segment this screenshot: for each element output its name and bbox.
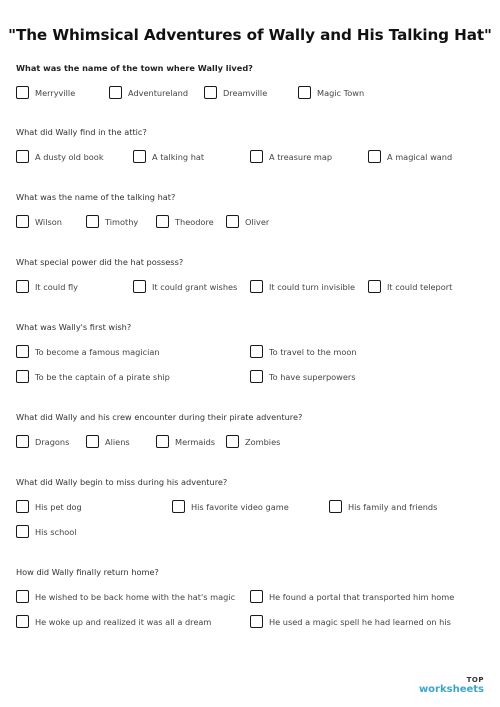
option-label: His school bbox=[35, 526, 77, 537]
checkbox-icon[interactable] bbox=[368, 280, 381, 293]
question-7: What did Wally begin to miss during his adventure? bbox=[16, 477, 228, 487]
checkbox-icon[interactable] bbox=[16, 370, 29, 383]
checkbox-icon[interactable] bbox=[16, 215, 29, 228]
question-5: What was Wally's first wish? bbox=[16, 322, 132, 332]
option-label: Oliver bbox=[245, 216, 270, 227]
logo-bottom-text: worksheets bbox=[418, 684, 484, 695]
option-checkbox[interactable] bbox=[250, 590, 454, 603]
checkbox-icon[interactable] bbox=[16, 150, 29, 163]
checkbox-icon[interactable] bbox=[250, 590, 263, 603]
checkbox-icon[interactable] bbox=[16, 280, 29, 293]
question-2: What did Wally find in the attic? bbox=[16, 127, 147, 137]
option-label: It could turn invisible bbox=[269, 281, 356, 292]
option-checkbox[interactable] bbox=[16, 525, 77, 538]
checkbox-icon[interactable] bbox=[250, 150, 263, 163]
option-label: It could fly bbox=[35, 281, 79, 292]
question-6: What did Wally and his crew encounter during their pirate adventure? bbox=[16, 412, 303, 422]
option-label: He used a magic spell he had learned on his bbox=[269, 616, 451, 627]
option-checkbox[interactable] bbox=[133, 150, 204, 163]
checkbox-icon[interactable] bbox=[16, 590, 29, 603]
option-label: Mermaids bbox=[175, 436, 216, 447]
checkbox-icon[interactable] bbox=[16, 525, 29, 538]
checkbox-icon[interactable] bbox=[204, 86, 217, 99]
option-checkbox[interactable] bbox=[172, 500, 289, 513]
option-checkbox[interactable] bbox=[16, 280, 78, 293]
checkbox-icon[interactable] bbox=[16, 500, 29, 513]
option-checkbox[interactable] bbox=[368, 280, 452, 293]
checkbox-icon[interactable] bbox=[226, 435, 239, 448]
checkbox-icon[interactable] bbox=[250, 280, 263, 293]
question-1: What was the name of the town where Wally lived? bbox=[16, 63, 253, 73]
checkbox-icon[interactable] bbox=[329, 500, 342, 513]
checkbox-icon[interactable] bbox=[156, 435, 169, 448]
checkbox-icon[interactable] bbox=[368, 150, 381, 163]
logo-top-text: TOP bbox=[466, 676, 484, 684]
checkbox-icon[interactable] bbox=[226, 215, 239, 228]
option-checkbox[interactable] bbox=[16, 86, 75, 99]
option-label: It could teleport bbox=[387, 281, 453, 292]
checkbox-icon[interactable] bbox=[133, 150, 146, 163]
option-label: To travel to the moon bbox=[269, 346, 357, 357]
option-label: His pet dog bbox=[35, 501, 82, 512]
checkbox-icon[interactable] bbox=[16, 615, 29, 628]
option-checkbox[interactable] bbox=[368, 150, 452, 163]
option-label: It could grant wishes bbox=[152, 281, 238, 292]
option-label: Merryville bbox=[35, 87, 76, 98]
option-label: He woke up and realized it was all a dream bbox=[35, 616, 212, 627]
checkbox-icon[interactable] bbox=[250, 370, 263, 383]
option-label: His favorite video game bbox=[191, 501, 289, 512]
option-label: Dreamville bbox=[223, 87, 268, 98]
option-checkbox[interactable] bbox=[250, 615, 451, 628]
checkbox-icon[interactable] bbox=[86, 435, 99, 448]
question-3: What was the name of the talking hat? bbox=[16, 192, 176, 202]
option-label: Zombies bbox=[245, 436, 281, 447]
option-label: To have superpowers bbox=[269, 371, 356, 382]
option-checkbox[interactable] bbox=[250, 150, 332, 163]
option-label: Timothy bbox=[105, 216, 139, 227]
option-checkbox[interactable] bbox=[16, 435, 69, 448]
option-checkbox[interactable] bbox=[16, 590, 235, 603]
option-checkbox[interactable] bbox=[109, 86, 188, 99]
checkbox-icon[interactable] bbox=[250, 345, 263, 358]
option-label: His family and friends bbox=[348, 501, 438, 512]
worksheet-title: "The Whimsical Adventures of Wally and His Talking Hat" bbox=[8, 26, 492, 44]
question-8: How did Wally finally return home? bbox=[16, 567, 159, 577]
topworksheets-logo bbox=[419, 677, 484, 695]
option-checkbox[interactable] bbox=[16, 500, 82, 513]
option-label: Dragons bbox=[35, 436, 70, 447]
question-4: What special power did the hat possess? bbox=[16, 257, 184, 267]
option-checkbox[interactable] bbox=[156, 215, 214, 228]
option-checkbox[interactable] bbox=[16, 215, 62, 228]
option-label: Aliens bbox=[105, 436, 130, 447]
checkbox-icon[interactable] bbox=[16, 86, 29, 99]
checkbox-icon[interactable] bbox=[250, 615, 263, 628]
option-checkbox[interactable] bbox=[16, 615, 211, 628]
checkbox-icon[interactable] bbox=[156, 215, 169, 228]
option-label: Magic Town bbox=[317, 87, 365, 98]
option-label: A talking hat bbox=[152, 151, 205, 162]
option-checkbox[interactable] bbox=[16, 345, 160, 358]
option-checkbox[interactable] bbox=[133, 280, 237, 293]
checkbox-icon[interactable] bbox=[298, 86, 311, 99]
option-label: He found a portal that transported him home bbox=[269, 591, 455, 602]
option-checkbox[interactable] bbox=[86, 215, 138, 228]
option-checkbox[interactable] bbox=[250, 370, 356, 383]
option-label: A treasure map bbox=[269, 151, 333, 162]
option-checkbox[interactable] bbox=[16, 150, 104, 163]
option-checkbox[interactable] bbox=[86, 435, 130, 448]
checkbox-icon[interactable] bbox=[16, 435, 29, 448]
option-label: He wished to be back home with the hat's magic bbox=[35, 591, 236, 602]
option-label: Adventureland bbox=[128, 87, 189, 98]
option-checkbox[interactable] bbox=[250, 280, 355, 293]
option-label: A dusty old book bbox=[35, 151, 104, 162]
option-label: To become a famous magician bbox=[35, 346, 160, 357]
option-label: Theodore bbox=[175, 216, 214, 227]
checkbox-icon[interactable] bbox=[16, 345, 29, 358]
option-checkbox[interactable] bbox=[250, 345, 357, 358]
checkbox-icon[interactable] bbox=[172, 500, 185, 513]
option-label: A magical wand bbox=[387, 151, 453, 162]
checkbox-icon[interactable] bbox=[86, 215, 99, 228]
checkbox-icon[interactable] bbox=[109, 86, 122, 99]
option-checkbox[interactable] bbox=[329, 500, 437, 513]
option-label: To be the captain of a pirate ship bbox=[35, 371, 170, 382]
option-checkbox[interactable] bbox=[16, 370, 170, 383]
option-label: Wilson bbox=[35, 216, 62, 227]
option-checkbox[interactable] bbox=[226, 215, 269, 228]
option-checkbox[interactable] bbox=[156, 435, 215, 448]
checkbox-icon[interactable] bbox=[133, 280, 146, 293]
option-checkbox[interactable] bbox=[298, 86, 364, 99]
option-checkbox[interactable] bbox=[226, 435, 280, 448]
option-checkbox[interactable] bbox=[204, 86, 267, 99]
